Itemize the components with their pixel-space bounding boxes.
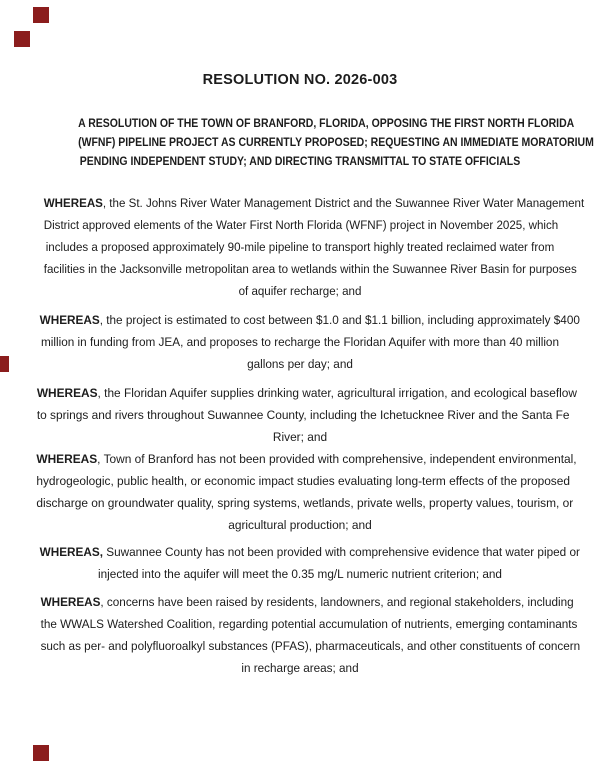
whereas-clause-5 [30, 541, 580, 585]
subtitle-line: PENDING INDEPENDENT STUDY; AND DIRECTING TRANSMITTAL TO STATE OFFICIALS [79, 154, 521, 168]
whereas-clause-4 [30, 448, 577, 536]
whereas-clause-2 [30, 309, 580, 375]
paragraph-text: , Town of Branford has not been provided with comprehensive, independent environmental, [97, 452, 577, 466]
paragraph-line: discharge on groundwater quality, spring systems, wetlands, private wells, property values, tourism, or [36, 496, 574, 510]
whereas-label: WHEREAS, [39, 545, 103, 559]
paragraph-text: Suwannee County has not been provided with comprehensive evidence that water piped or [102, 545, 580, 559]
subtitle-line: A RESOLUTION OF THE TOWN OF BRANFORD, FLORIDA, OPPOSING THE FIRST NORTH FLORIDA [78, 116, 575, 130]
whereas-clause-6 [30, 591, 581, 679]
paragraph-line: to springs and rivers throughout Suwannee County, including the Ichetucknee River and the Santa Fe [36, 408, 570, 422]
whereas-label: WHEREAS [36, 386, 98, 400]
paragraph-line: of aquifer recharge; and [238, 284, 362, 298]
red-square-marker [33, 745, 49, 761]
red-square-marker [33, 7, 49, 23]
resolution-number-title [30, 70, 570, 90]
whereas-clause-3 [30, 382, 577, 448]
subtitle-line: (WFNF) PIPELINE PROJECT AS CURRENTLY PROPOSED; REQUESTING AN IMMEDIATE MORATORIUM [78, 135, 594, 149]
paragraph-line: River; and [272, 430, 328, 444]
whereas-label: WHEREAS [39, 313, 100, 327]
paragraph-line: hydrogeologic, public health, or economic impact studies evaluating long-term effects of the proposed [36, 474, 571, 488]
paragraph-line: District approved elements of the Water First North Florida (WFNF) project in November 2025, which [43, 218, 559, 232]
resolution-subtitle [42, 114, 594, 171]
paragraph-line: the WWALS Watershed Coalition, regarding potential accumulation of nutrients, emerging contaminants [40, 617, 578, 631]
title-line: RESOLUTION NO. 2026-003 [202, 72, 398, 88]
paragraph-line [39, 309, 580, 331]
whereas-label: WHEREAS [40, 595, 101, 609]
whereas-label: WHEREAS [43, 196, 103, 210]
paragraph-line: million in funding from JEA, and proposes to recharge the Floridan Aquifer with more than 40 million [40, 335, 560, 349]
paragraph-line [40, 591, 574, 613]
paragraph-line: injected into the aquifer will meet the 0.35 mg/L numeric nutrient criterion; and [98, 567, 502, 581]
paragraph-text: , the St. Johns River Water Management District and the Suwannee River Water Management [102, 196, 585, 210]
red-square-marker [0, 356, 9, 372]
whereas-clause-1 [30, 192, 585, 302]
paragraph-line: facilities in the Jacksonville metropolitan area to wetlands within the Suwannee River Basin for purposes [43, 262, 577, 276]
whereas-label: WHEREAS [36, 452, 98, 466]
paragraph-text: , concerns have been raised by residents, landowners, and regional stakeholders, including [100, 595, 574, 609]
paragraph-text: , the Floridan Aquifer supplies drinking water, agricultural irrigation, and ecological baseflow [97, 386, 577, 400]
paragraph-line: includes a proposed approximately 90-mile pipeline to transport highly treated reclaimed water from [45, 240, 555, 254]
paragraph-line [43, 192, 585, 214]
paragraph-line: such as per- and polyfluoroalkyl substances (PFAS), pharmaceuticals, and other constituents of concern [40, 639, 581, 653]
paragraph-line [36, 448, 577, 470]
paragraph-line [39, 541, 580, 563]
red-square-marker [14, 31, 30, 47]
paragraph-text: , the project is estimated to cost between $1.0 and $1.1 billion, including approximately $400 [99, 313, 580, 327]
paragraph-line: agricultural production; and [228, 518, 372, 532]
paragraph-line [36, 382, 577, 404]
paragraph-line: gallons per day; and [247, 357, 353, 371]
paragraph-line: in recharge areas; and [241, 661, 359, 675]
